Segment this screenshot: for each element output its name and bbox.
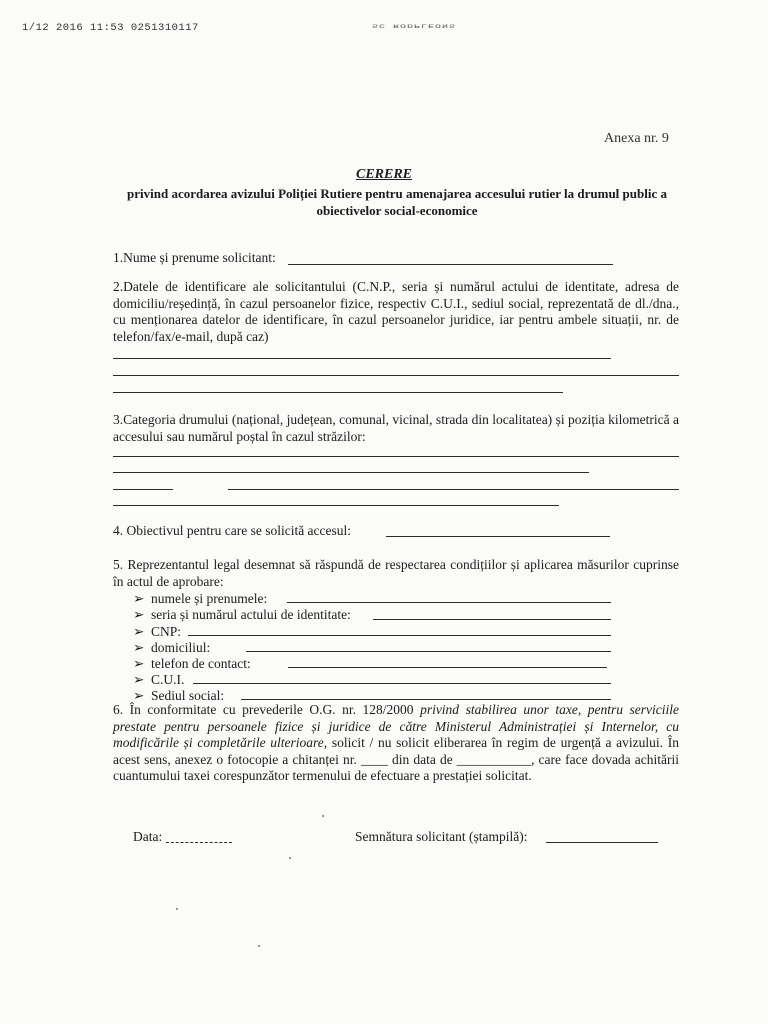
section-5-text: 5. Reprezentantul legal desemnat să răspundă de respectarea condițiilor și aplicarea măsurilor cuprinse în actul de aprobare:	[113, 557, 679, 589]
road-category-line-3b[interactable]	[228, 489, 679, 490]
rep-headquarters-item: ➢ Sediul social:	[133, 688, 225, 703]
rep-headquarters-field[interactable]	[241, 699, 611, 700]
signature-label: Semnătura solicitant (ștampilă):	[355, 829, 528, 844]
arrow-bullet-icon: ➢	[133, 688, 145, 703]
arrow-bullet-icon: ➢	[133, 656, 145, 671]
section-6-text: 6. În conformitate cu prevederile O.G. nr. 128/2000 privind stabilirea unor taxe, pentru serviciile prestate pentru persoanele fizice și juridice de către Ministerul Administrației și Internelor, cu modificările și completările ulterioare, solicit / nu solicit eliberarea în regim de urgență a avizului. În acest sens, anexez o fotocopie a chitanței nr. ____ din data de ___________, care face dovada achitării cuantumului taxei corespunzător termenului de efectuare a prestației solicitat.	[113, 702, 679, 783]
rep-cnp-field[interactable]	[188, 635, 611, 636]
identification-line-1[interactable]	[113, 358, 611, 359]
document-title: CERERE	[355, 167, 413, 182]
rep-address-item: ➢ domiciliul:	[133, 640, 211, 655]
section-3-text: 3.Categoria drumului (național, județean, comunal, vicinal, strada din localitatea) și poziția kilometrică a accesului sau numărul poștal în cazul străzilor:	[113, 412, 679, 444]
scan-speck	[289, 857, 291, 859]
rep-id-field[interactable]	[373, 619, 611, 620]
identification-line-2[interactable]	[113, 375, 679, 376]
objective-field[interactable]	[386, 536, 610, 537]
document-subtitle: privind acordarea avizului Poliției Rutiere pentru amenajarea accesului rutier la drumul public a obiectivelor social-economice	[127, 186, 667, 218]
fax-sender-mark: SC RODPLEONS	[372, 22, 457, 29]
road-category-line-1[interactable]	[113, 456, 679, 457]
rep-address-field[interactable]	[246, 651, 611, 652]
rep-name-item: ➢ numele și prenumele:	[133, 591, 268, 606]
scan-speck	[322, 815, 324, 817]
rep-cui-field[interactable]	[193, 683, 611, 684]
arrow-bullet-icon: ➢	[133, 607, 145, 622]
section-2-text: 2.Datele de identificare ale solicitantului (C.N.P., seria și numărul actului de identitate, adresa de domiciliu/reședință, în cazul persoanelor fizice, respectiv C.U.I., sediul social, reprezentată de dl./dna., cu menționarea datelor de identificare, în cazul persoanelor juridice, iar pentru ambele situații, nr. de telefon/fax/e-mail, după caz)	[113, 279, 679, 344]
arrow-bullet-icon: ➢	[133, 591, 145, 606]
date-label: Data:	[133, 829, 163, 844]
annex-label: Anexa nr. 9	[604, 131, 669, 146]
rep-id-item: ➢ seria și numărul actului de identitate:	[133, 607, 351, 622]
arrow-bullet-icon: ➢	[133, 672, 145, 687]
identification-line-3[interactable]	[113, 392, 563, 393]
section-4-label: 4. Obiectivul pentru care se solicită accesul:	[113, 523, 352, 538]
rep-phone-field[interactable]	[288, 667, 607, 668]
rep-cui-item: ➢ C.U.I.	[133, 672, 185, 687]
rep-cnp-item: ➢ CNP:	[133, 624, 182, 639]
road-category-line-4[interactable]	[113, 505, 559, 506]
rep-phone-item: ➢ telefon de contact:	[133, 656, 251, 671]
section-1-label: 1.Nume și prenume solicitant:	[113, 250, 276, 265]
date-field[interactable]	[166, 842, 232, 843]
arrow-bullet-icon: ➢	[133, 640, 145, 655]
road-category-line-2[interactable]	[113, 472, 589, 473]
rep-name-field[interactable]	[287, 602, 611, 603]
fax-header: 1/12 2016 11:53 0251310117	[22, 22, 199, 34]
arrow-bullet-icon: ➢	[133, 624, 145, 639]
road-category-line-3a[interactable]	[113, 489, 173, 490]
scan-speck	[258, 945, 260, 947]
applicant-name-field[interactable]	[288, 264, 613, 265]
scan-speck	[176, 908, 178, 910]
signature-field[interactable]	[546, 842, 658, 843]
